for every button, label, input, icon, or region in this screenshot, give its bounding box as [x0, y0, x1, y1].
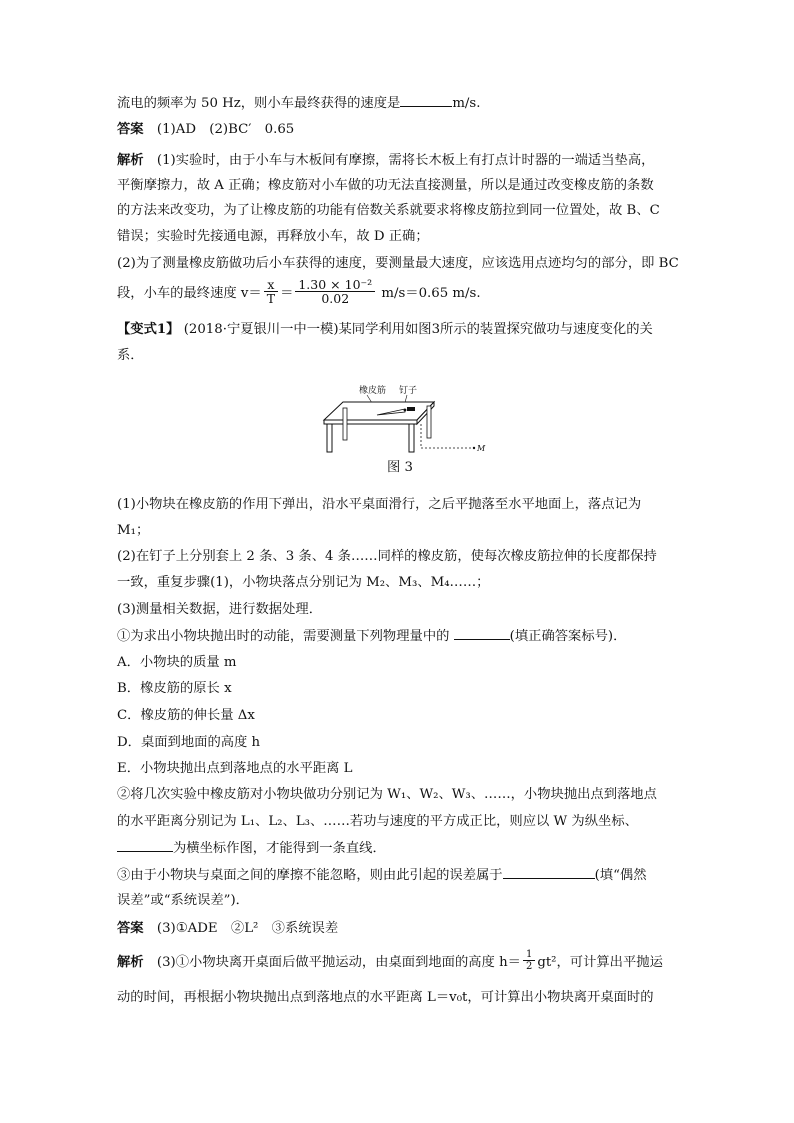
fraction-half: $\frac{1}{2}$: [523, 949, 535, 972]
answer-blank: [503, 866, 595, 879]
option-b: B．橡皮筋的原长 x: [117, 681, 232, 696]
text-line: 错误；实验时先接通电源，再释放小车，故 D 正确；: [117, 229, 429, 244]
text-line: M₁；: [117, 523, 150, 538]
text-line: ②将几次实验中橡皮筋对小物块做功分别记为 W₁、W₂、W₃、……，小物块抛出点到落地点: [117, 787, 657, 802]
option-c: C．橡皮筋的伸长量 Δx: [117, 708, 255, 723]
small-block: [407, 407, 415, 411]
text-line: 动的时间，再根据小物块抛出点到落地点的水平距离 L＝v₀t，可计算出小物块离开桌面时的: [117, 990, 654, 1005]
nail: [404, 409, 407, 412]
table-leg: [427, 406, 431, 438]
text-line: (3)测量相关数据，进行数据处理．: [117, 602, 322, 617]
table-leg: [343, 408, 347, 440]
answer-blank: [117, 839, 173, 852]
fraction-x-over-t: $\frac{x}{T}$: [264, 278, 278, 305]
text-line: ①为求出小物块抛出时的动能，需要测量下列物理量中的 (填正确答案标号)．: [117, 629, 627, 644]
table-edge: [324, 420, 417, 424]
table-leg: [409, 424, 414, 452]
text-line: 误差”或“系统误差”)．: [117, 893, 249, 908]
text-line: 的水平距离分别记为 L₁、L₂、L₃、……若功与速度的平方成正比，则应以 W 为纵坐标、: [117, 814, 638, 829]
answer-line: 答案 (3)①ADE ②L² ③系统误差: [117, 921, 339, 936]
text-line: 平衡摩擦力，故 A 正确；橡皮筋对小车做的功无法直接测量，所以是通过改变橡皮筋的条数: [117, 178, 654, 193]
text-line: (2)为了测量橡皮筋做功后小车获得的速度，要测量最大速度，应该选用点迹均匀的部分，即 BC: [117, 256, 679, 271]
option-e: E．小物块抛出点到落地点的水平距离 L: [117, 761, 353, 776]
variant-heading: 【变式1】 (2018·宁夏银川一中一模)某同学利用如图3所示的装置探究做功与速度变化的关: [117, 322, 653, 337]
option-d: D．桌面到地面的高度 h: [117, 735, 261, 750]
explanation-line: 解析 (3)①小物块离开桌面后做平抛运动，由桌面到地面的高度 h＝ $\frac{1}{2}$ gt²，可计算出平抛运: [117, 949, 663, 972]
table-top: [324, 402, 434, 420]
answer-line: 答案 (1)AD (2)BC′ 0.65: [117, 122, 295, 137]
option-a: A．小物块的质量 m: [117, 655, 237, 670]
fig-label-m: M: [477, 444, 486, 453]
text-line: 的方法来改变功，为了让橡皮筋的功能有倍数关系就要求将橡皮筋拉到同一位置处，故 B、C: [117, 203, 660, 218]
answer-blank: [400, 94, 452, 107]
text-line: (2)在钉子上分别套上 2 条、3 条、4 条……同样的橡皮筋，使每次橡皮筋拉伸的长度都保持: [117, 549, 657, 564]
landing-point: [473, 447, 475, 449]
answer-blank: [454, 627, 510, 640]
fraction-value: $\frac{\text{1.30 × 10⁻²}}{0.02}$: [295, 278, 375, 305]
table-leg: [327, 424, 332, 452]
text-line: 一致，重复步骤(1)，小物块落点分别记为 M₂、M₃、M₄……；: [117, 575, 490, 590]
explanation-line: 解析 (1)实验时，由于小车与木板间有摩擦，需将长木板上有打点计时器的一端适当垫高，: [117, 153, 655, 168]
table-apparatus-figure: [321, 384, 491, 454]
fig-label-rubber: 橡皮筋: [359, 386, 387, 396]
formula-line: 段，小车的最终速度 v＝ $\frac{x}{T}$ ＝ $\frac{\text{1.30 × 10⁻²}}{0.02}$ m/s＝0.65 m/s.: [117, 277, 481, 306]
fig-label-nail: 钉子: [399, 386, 418, 396]
text-line: 系．: [117, 348, 144, 363]
text-line: (1)小物块在橡皮筋的作用下弹出，沿水平桌面滑行，之后平抛落至水平地面上，落点记为: [117, 497, 642, 512]
text-line: 为横坐标作图，才能得到一条直线．: [117, 839, 386, 858]
figure-caption: 图 3: [387, 460, 413, 475]
text-line: ③由于小物块与桌面之间的摩擦不能忽略，则由此引起的误差属于 (填“偶然: [117, 868, 647, 883]
text-line: 流电的频率为 50 Hz，则小车最终获得的速度是 m/s.: [117, 96, 481, 111]
